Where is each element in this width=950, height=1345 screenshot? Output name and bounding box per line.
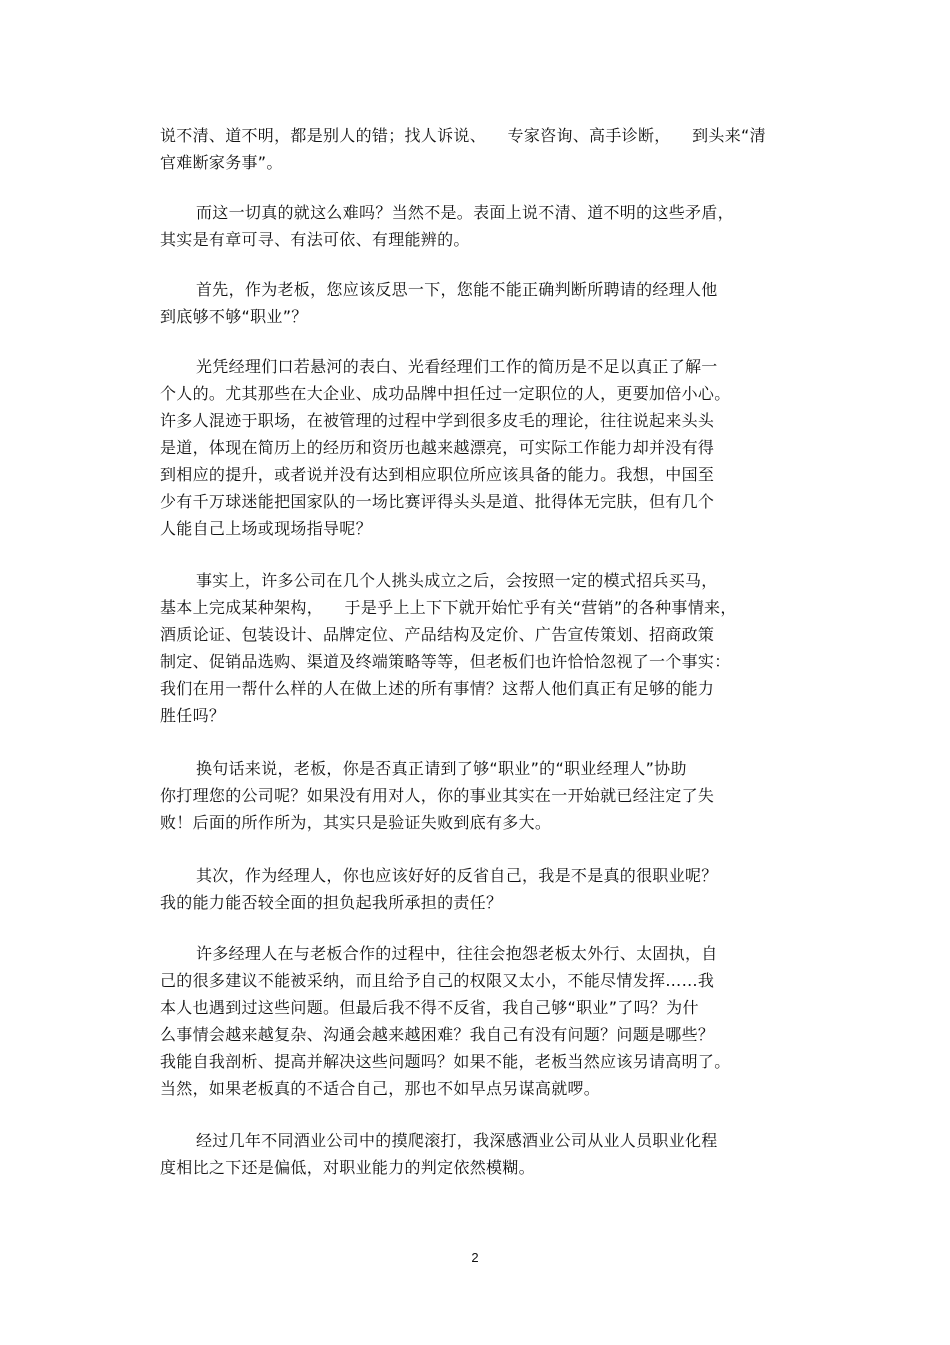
text-line: 我的能力能否较全面的担负起我所承担的责任？ (160, 893, 503, 912)
text-line: 制定、促销品选购、渠道及终端策略等等，但老板们也许恰恰忽视了一个事实： (160, 652, 731, 671)
text-line: 己的很多建议不能被采纳，而且给予自己的权限又太小，不能尽情发挥……我 (160, 971, 715, 990)
paragraph-5 (160, 567, 800, 729)
text-line: 我能自我剖析、提高并解决这些问题吗？如果不能，老板当然应该另请高明了。 (160, 1052, 731, 1071)
text-line: 其实是有章可寻、有法可依、有理能辨的。 (160, 230, 470, 249)
text-line: 官难断家务事”。 (160, 153, 283, 172)
paragraph-7 (160, 862, 800, 916)
text-line: 换句话来说，老板，你是否真正请到了够“职业”的“职业经理人”协助 (196, 759, 687, 778)
text-line: 度相比之下还是偏低，对职业能力的判定依然模糊。 (160, 1158, 535, 1177)
paragraph-1 (160, 122, 800, 176)
paragraph-4 (160, 353, 800, 542)
text-line: 而这一切真的就这么难吗？当然不是。表面上说不清、道不明的这些矛盾， (196, 203, 734, 222)
text-line: 我们在用一帮什么样的人在做上述的所有事情？这帮人他们真正有足够的能力 (160, 679, 715, 698)
paragraph-6 (160, 755, 800, 836)
text-line: 当然，如果老板真的不适合自己，那也不如早点另谋高就啰。 (160, 1079, 601, 1098)
text-line: 说不清、道不明，都是别人的错；找人诉说、 专家咨询、高手诊断， 到头来“清 (160, 126, 766, 145)
text-line: 光凭经理们口若悬河的表白、光看经理们工作的简历是不足以真正了解一 (196, 357, 718, 376)
paragraph-2 (160, 199, 800, 253)
text-line: 许多经理人在与老板合作的过程中，往往会抱怨老板太外行、太固执，自 (196, 944, 718, 963)
text-line: 经过几年不同酒业公司中的摸爬滚打，我深感酒业公司从业人员职业化程 (196, 1131, 718, 1150)
text-line: 个人的。尤其那些在大企业、成功品牌中担任过一定职位的人，更要加倍小心。 (160, 384, 731, 403)
text-line: 首先，作为老板，您应该反思一下，您能不能正确判断所聘请的经理人他 (196, 280, 718, 299)
page-number: 2 (471, 1250, 479, 1265)
text-line: 许多人混迹于职场，在被管理的过程中学到很多皮毛的理论，往往说起来头头 (160, 411, 715, 430)
text-line: 是道，体现在简历上的经历和资历也越来越漂亮，可实际工作能力却并没有得 (160, 438, 715, 457)
paragraph-9 (160, 1127, 800, 1181)
text-line: 本人也遇到过这些问题。但最后我不得不反省，我自己够“职业”了吗？为什 (160, 998, 699, 1017)
text-line: 少有千万球迷能把国家队的一场比赛评得头头是道、批得体无完肤，但有几个 (160, 492, 715, 511)
text-line: 人能自己上场或现场指导呢？ (160, 519, 372, 538)
text-line: 基本上完成某种架构， 于是乎上上下下就开始忙乎有关“营销”的各种事情来， (160, 598, 737, 617)
text-line: 么事情会越来越复杂、沟通会越来越困难？我自己有没有问题？问题是哪些？ (160, 1025, 715, 1044)
text-line: 到相应的提升，或者说并没有达到相应职位所应该具备的能力。我想，中国至 (160, 465, 715, 484)
text-line: 你打理您的公司呢？如果没有用对人，你的事业其实在一开始就已经注定了失 (160, 786, 715, 805)
paragraph-8 (160, 940, 800, 1102)
text-line: 事实上，许多公司在几个人挑头成立之后，会按照一定的模式招兵买马， (196, 571, 718, 590)
text-line: 酒质论证、包装设计、品牌定位、产品结构及定价、广告宣传策划、招商政策 (160, 625, 715, 644)
text-line: 胜任吗？ (160, 706, 226, 725)
text-line: 到底够不够“职业”？ (160, 307, 308, 326)
text-line: 其次，作为经理人，你也应该好好的反省自己，我是不是真的很职业呢？ (196, 866, 718, 885)
text-line: 败！后面的所作所为，其实只是验证失败到底有多大。 (160, 813, 552, 832)
paragraph-3 (160, 276, 800, 330)
